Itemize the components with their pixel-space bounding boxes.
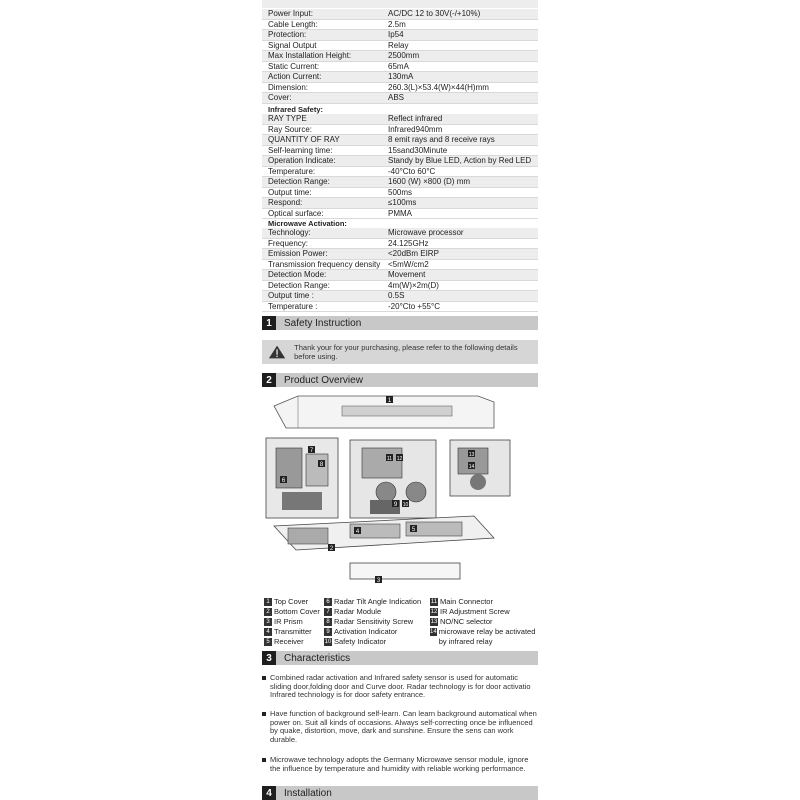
section-title: Safety Instruction: [284, 317, 362, 329]
section-number: 4: [262, 786, 276, 800]
legend-item: 4 Transmitter: [264, 627, 320, 637]
diagram-tag-11: 11: [386, 456, 393, 462]
spec-label: Temperature :: [268, 301, 318, 311]
spec-label: Detection Range:: [268, 177, 330, 187]
legend-item: 1 Top Cover: [264, 597, 320, 607]
spec-value: 130mA: [388, 72, 414, 82]
spec-row: [262, 156, 538, 167]
section-title: Characteristics: [284, 652, 351, 664]
spec-row: [262, 51, 538, 62]
spec-value: AC/DC 12 to 30V(-/+10%): [388, 9, 481, 18]
section-title: Installation: [284, 787, 332, 799]
diagram-tag-13: 13: [468, 452, 475, 458]
legend-item: 11 Main Connector: [430, 597, 493, 606]
spec-value: Relay: [388, 40, 409, 50]
spec-label: Ray Source:: [268, 124, 313, 134]
spec-value: 8 emit rays and 8 receive rays: [388, 135, 495, 145]
spec-value: 24.125GHz: [388, 238, 429, 248]
spec-label: Output time:: [268, 187, 312, 197]
warning-banner: [262, 340, 538, 364]
spec-row: [262, 249, 538, 260]
spec-label: Max Installation Height:: [268, 51, 352, 61]
spec-value: Reflect infrared: [388, 114, 443, 123]
spec-row: [262, 302, 538, 313]
spec-row: [262, 9, 538, 20]
spec-row: [262, 239, 538, 250]
spec-label: Operation Indicate:: [268, 156, 336, 166]
section-number: 2: [262, 373, 276, 387]
section-2-header: [262, 373, 538, 387]
spec-label: Respond:: [268, 198, 303, 208]
spec-label: Protection:: [268, 30, 307, 40]
spec-row: [262, 260, 538, 271]
right-detail-inset: [450, 440, 510, 496]
spec-label: Frequency:: [268, 238, 309, 248]
spec-label: Detection Mode:: [268, 270, 327, 280]
spec-value: 2.5m: [388, 19, 406, 29]
spec-value: -20°Cto +55°C: [388, 301, 440, 311]
diagram-tag-7: 7: [309, 448, 314, 454]
diagram-tag-5: 5: [411, 527, 416, 533]
spec-label: Cover:: [268, 93, 292, 103]
spec-value: 15sand30Minute: [388, 145, 448, 155]
diagram-tag-1: 1: [387, 398, 392, 404]
infrared-spec-table: [262, 114, 538, 219]
legend-item: 10 Safety Indicator: [324, 637, 387, 646]
spec-row: [262, 114, 538, 125]
spec-value: ≤100ms: [388, 198, 417, 208]
diagram-tag-8: 8: [319, 462, 324, 468]
diagram-tag-12: 12: [396, 456, 403, 462]
spec-value: Standy by Blue LED, Action by Red LED: [388, 156, 532, 166]
section-number: 3: [262, 651, 276, 665]
legend-item: 7 Radar Module: [324, 607, 421, 617]
spec-row: [262, 125, 538, 136]
spec-value: Microwave processor: [388, 228, 464, 237]
warning-icon: [268, 344, 286, 360]
spec-row: [262, 93, 538, 104]
section-4-header: [262, 786, 538, 800]
bullet-icon: [262, 676, 266, 680]
spec-value: PMMA: [388, 208, 412, 218]
spec-value: 260.3(L)×53.4(W)×44(H)mm: [388, 82, 489, 92]
spec-label: Output time :: [268, 291, 314, 301]
spec-value: 1600 (W) ×800 (D) mm: [388, 177, 471, 187]
spec-label: RAY TYPE: [268, 114, 307, 123]
spec-row: [262, 20, 538, 31]
legend-column-3: [430, 597, 538, 647]
section-title: Product Overview: [284, 374, 363, 386]
section-3-header: [262, 651, 538, 665]
spec-label: Cable Length:: [268, 19, 318, 29]
spec-row: [262, 198, 538, 209]
characteristic-paragraph: Have function of background self-learn. Can learn background automatical when power on. Suit all kinds of occasions. Always self-correcting once be influenced by quake, distortion, move, dark and sunshine. Ensure the sens can work durable.: [262, 710, 538, 744]
spec-value: Movement: [388, 270, 426, 280]
section-1-header: [262, 316, 538, 330]
left-detail-inset: [266, 438, 338, 518]
spec-row: [262, 167, 538, 178]
spec-value: Infrared940mm: [388, 124, 443, 134]
characteristic-paragraph: Combined radar activation and Infrared safety sensor is used for automatic sliding door,folding door and Curve door. Radar technology is for door activatio Infrared technology is for door safety entrance.: [262, 674, 538, 700]
diagram-tag-9: 9: [393, 502, 398, 508]
legend-item: 6 Radar Tilt Angle Indication: [324, 597, 421, 607]
spec-row: [262, 72, 538, 83]
characteristic-paragraph: Microwave technology adopts the Germany Microwave sensor module, ignore the influence by temperature and humidity with reliable working performance.: [262, 756, 538, 773]
spec-row: [262, 228, 538, 239]
section-number: 1: [262, 316, 276, 330]
spec-label: Transmission frequency density: [268, 259, 381, 269]
spec-label: Detection Range:: [268, 280, 330, 290]
spec-row: [262, 209, 538, 220]
spec-label: Technology:: [268, 228, 311, 237]
legend-column-1: [264, 597, 320, 647]
spec-value: 500ms: [388, 187, 413, 197]
spec-row: [262, 83, 538, 94]
spec-label: QUANTITY OF RAY: [268, 135, 340, 145]
diagram-tag-2: 2: [329, 546, 334, 552]
spec-row: [262, 135, 538, 146]
warning-text: Thank your for your purchasing, please refer to the following details before using.: [294, 343, 518, 361]
spec-row: [262, 30, 538, 41]
legend-item: 12 IR Adjustment Screw: [430, 607, 510, 616]
diagram-tag-4: 4: [355, 529, 360, 535]
spec-row: [262, 177, 538, 188]
spec-value: 65mA: [388, 61, 409, 71]
spec-value: Ip54: [388, 30, 404, 40]
spec-label: Dimension:: [268, 82, 309, 92]
spec-row: [262, 146, 538, 157]
spec-value: <5mW/cm2: [388, 259, 429, 269]
spec-row: [262, 62, 538, 73]
spec-row: [262, 41, 538, 52]
spec-label: Temperature:: [268, 166, 316, 176]
spec-value: 2500mm: [388, 51, 420, 61]
legend-item: 5 Receiver: [264, 637, 320, 647]
diagram-tag-14: 14: [468, 464, 475, 470]
microwave-spec-table: [262, 228, 538, 312]
spec-label: Signal Output: [268, 40, 317, 50]
spec-label: Optical surface:: [268, 208, 324, 218]
spec-row: [262, 270, 538, 281]
diagram-tag-3: 3: [376, 578, 381, 584]
ir-prism-drawing: [350, 563, 460, 579]
bottom-cover-drawing: [274, 516, 494, 550]
bullet-icon: [262, 712, 266, 716]
diagram-tag-6: 6: [281, 478, 286, 484]
spec-label: Action Current:: [268, 72, 322, 82]
cropped-header-strip: [262, 0, 538, 8]
spec-value: 4m(W)×2m(D): [388, 280, 439, 290]
spec-value: 0.5S: [388, 291, 405, 301]
top-cover-drawing: [274, 396, 494, 428]
general-spec-table: [262, 9, 538, 104]
diagram-tag-10: 10: [402, 502, 409, 508]
spec-label: Static Current:: [268, 61, 320, 71]
legend-item: 13 NO/NC selector: [430, 617, 493, 626]
spec-value: ABS: [388, 93, 405, 103]
spec-value: -40°Cto 60°C: [388, 166, 436, 176]
legend-item: 8 Radar Sensitivity Screw: [324, 617, 421, 627]
spec-label: Emission Power:: [268, 249, 328, 259]
spec-label: Power Input:: [268, 9, 313, 18]
legend-item: 14 microwave relay be activated by infrared relay: [430, 627, 536, 646]
spec-row: [262, 188, 538, 199]
product-overview-diagram: [262, 388, 538, 596]
legend-item: 3 IR Prism: [264, 617, 320, 627]
bullet-icon: [262, 758, 266, 762]
legend-item: 2 Bottom Cover: [264, 607, 320, 617]
infrared-safety-heading: Infrared Safety:: [268, 105, 324, 114]
microwave-activation-heading: Microwave Activation:: [268, 219, 347, 228]
manual-page: [262, 0, 538, 800]
spec-label: Self-learning time:: [268, 145, 333, 155]
spec-row: [262, 281, 538, 292]
legend-item: 9 Activation Indicator: [324, 627, 421, 637]
legend-column-2: [324, 597, 421, 647]
spec-row: [262, 291, 538, 302]
spec-value: <20dBm EIRP: [388, 249, 439, 259]
